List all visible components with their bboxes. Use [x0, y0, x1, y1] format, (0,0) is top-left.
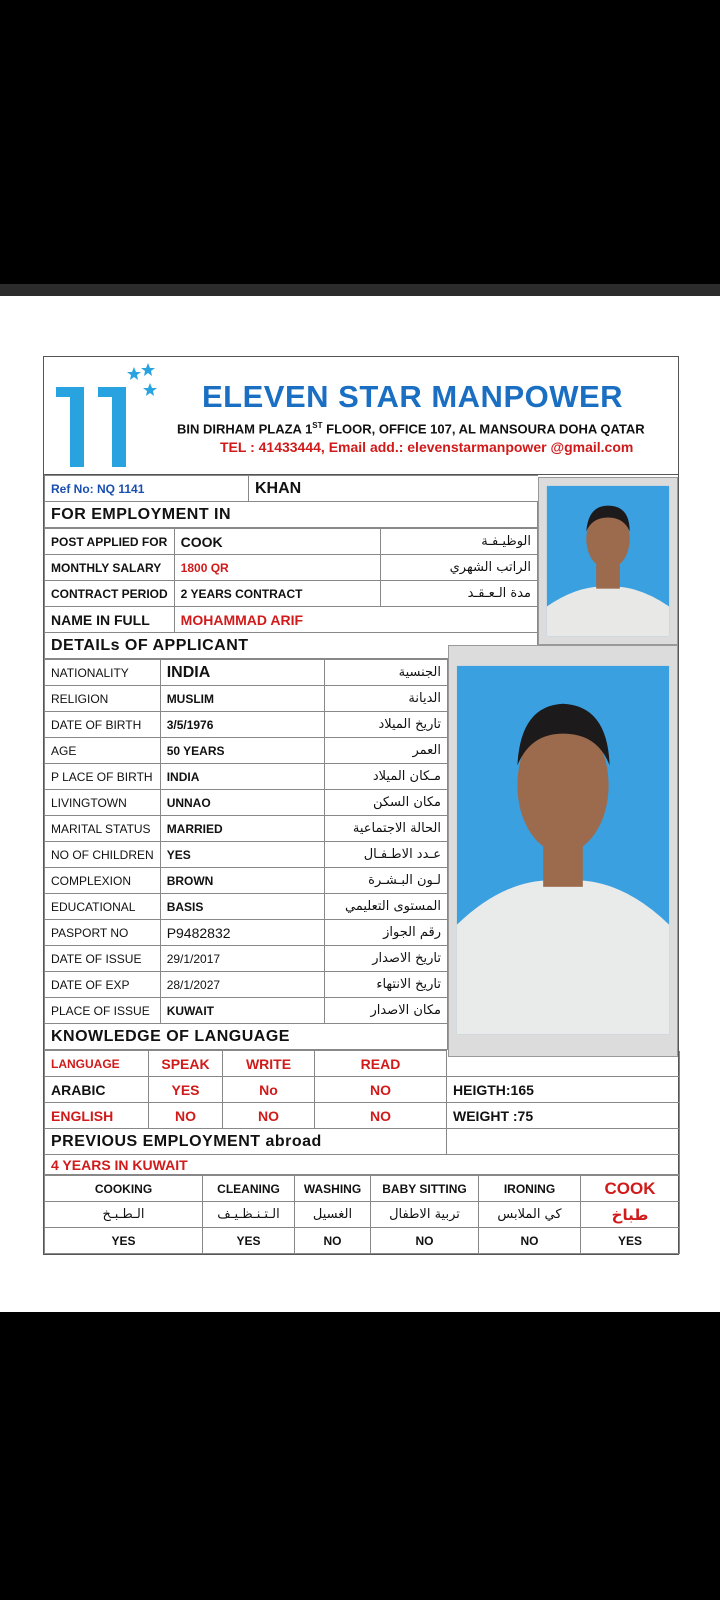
write-header: WRITE — [223, 1051, 315, 1077]
contract-value: 2 YEARS CONTRACT — [174, 581, 380, 607]
eleven-star-logo — [50, 361, 160, 471]
salary-value: 1800 QR — [174, 555, 380, 581]
read-header: READ — [315, 1051, 447, 1077]
language-section-title: KNOWLEDGE OF LANGUAGE — [45, 1024, 448, 1050]
skill-arabic: تربية الاطفال — [371, 1202, 479, 1228]
post-label: POST APPLIED FOR — [45, 529, 175, 555]
detail-value: KUWAIT — [160, 998, 324, 1024]
post-value: COOK — [174, 529, 380, 555]
detail-label: P LACE OF BIRTH — [45, 764, 161, 790]
lang-write: NO — [223, 1103, 315, 1129]
top-strip — [0, 284, 720, 296]
skill-value: NO — [371, 1228, 479, 1254]
detail-arabic: لـون البـشـرة — [324, 868, 447, 894]
skill-header: IRONING — [479, 1176, 581, 1202]
detail-arabic: المستوى التعليمي — [324, 894, 447, 920]
applicant-section-title: DETAILs OF APPLICANT — [45, 633, 538, 659]
detail-arabic: تاريخ الاصدار — [324, 946, 447, 972]
application-form — [43, 356, 679, 1255]
detail-label: PLACE OF ISSUE — [45, 998, 161, 1024]
detail-value: BROWN — [160, 868, 324, 894]
detail-value: UNNAO — [160, 790, 324, 816]
detail-label: DATE OF EXP — [45, 972, 161, 998]
lang-read: NO — [315, 1103, 447, 1129]
detail-value: INDIA — [160, 660, 324, 686]
skill-value: YES — [581, 1228, 680, 1254]
skills-table — [44, 1175, 680, 1254]
lang-speak: NO — [149, 1103, 223, 1129]
lang-name: ARABIC — [45, 1077, 149, 1103]
skill-header: COOK — [581, 1176, 680, 1202]
bottom-black-bar — [0, 1312, 720, 1600]
surname: KHAN — [249, 476, 538, 502]
skill-value: YES — [45, 1228, 203, 1254]
weight-value: WEIGHT :75 — [447, 1103, 680, 1129]
ref-number: Ref No: NQ 1141 — [45, 476, 249, 502]
detail-arabic: العمر — [324, 738, 447, 764]
company-header — [44, 357, 678, 475]
contract-arabic: مدة الـعـقـد — [380, 581, 537, 607]
detail-value: 50 YEARS — [160, 738, 324, 764]
previous-experience: 4 YEARS IN KUWAIT — [45, 1155, 680, 1175]
post-arabic: الوظيـفـة — [380, 529, 537, 555]
language-table — [44, 1050, 680, 1175]
document-page — [0, 296, 720, 1312]
detail-arabic: مـكان الميلاد — [324, 764, 447, 790]
detail-value: 29/1/2017 — [160, 946, 324, 972]
detail-label: RELIGION — [45, 686, 161, 712]
company-name: ELEVEN STAR MANPOWER — [202, 379, 624, 414]
detail-label: NATIONALITY — [45, 660, 161, 686]
detail-arabic: تاريخ الميلاد — [324, 712, 447, 738]
detail-arabic: الديانة — [324, 686, 447, 712]
skill-arabic: الـطـبـخ — [45, 1202, 203, 1228]
detail-label: LIVINGTOWN — [45, 790, 161, 816]
detail-value: BASIS — [160, 894, 324, 920]
employment-table — [44, 475, 538, 528]
skill-arabic: كي الملابس — [479, 1202, 581, 1228]
detail-value: MARRIED — [160, 816, 324, 842]
salary-arabic: الراتب الشهري — [380, 555, 537, 581]
lang-header: LANGUAGE — [45, 1051, 149, 1077]
prev-spacer — [447, 1129, 680, 1155]
fullname-value: MOHAMMAD ARIF — [174, 607, 537, 633]
lang-speak: YES — [149, 1077, 223, 1103]
three-stars-icon — [127, 363, 157, 396]
detail-arabic: رقم الجواز — [324, 920, 447, 946]
skill-arabic: طباخ — [581, 1202, 680, 1228]
skill-value: NO — [479, 1228, 581, 1254]
skill-header: CLEANING — [203, 1176, 295, 1202]
detail-value: P9482832 — [160, 920, 324, 946]
detail-label: DATE OF BIRTH — [45, 712, 161, 738]
detail-value: MUSLIM — [160, 686, 324, 712]
skill-arabic: الغسيل — [295, 1202, 371, 1228]
contract-label: CONTRACT PERIOD — [45, 581, 175, 607]
previous-section-title: PREVIOUS EMPLOYMENT abroad — [45, 1129, 447, 1155]
detail-value: YES — [160, 842, 324, 868]
fullname-label: NAME IN FULL — [45, 607, 175, 633]
company-address: BIN DIRHAM PLAZA 1ST FLOOR, OFFICE 107, AL MANSOURA DOHA QATAR — [177, 421, 645, 437]
height-value: HEIGTH:165 — [447, 1077, 680, 1103]
detail-value: 3/5/1976 — [160, 712, 324, 738]
detail-value: INDIA — [160, 764, 324, 790]
skill-header: WASHING — [295, 1176, 371, 1202]
salary-label: MONTHLY SALARY — [45, 555, 175, 581]
employment-details — [44, 528, 538, 659]
detail-label: DATE OF ISSUE — [45, 946, 161, 972]
detail-label: MARITAL STATUS — [45, 816, 161, 842]
speak-header: SPEAK — [149, 1051, 223, 1077]
detail-arabic: الجنسية — [324, 660, 447, 686]
detail-label: PASPORT NO — [45, 920, 161, 946]
skill-value: NO — [295, 1228, 371, 1254]
applicant-photo-small — [538, 477, 678, 645]
detail-arabic: الحالة الاجتماعية — [324, 816, 447, 842]
detail-label: AGE — [45, 738, 161, 764]
detail-label: NO OF CHILDREN — [45, 842, 161, 868]
applicant-table — [44, 659, 448, 1050]
lang-read: NO — [315, 1077, 447, 1103]
skill-value: YES — [203, 1228, 295, 1254]
detail-arabic: مكان الاصدار — [324, 998, 447, 1024]
applicant-photo-large — [448, 645, 678, 1057]
lang-name: ENGLISH — [45, 1103, 149, 1129]
lang-write: No — [223, 1077, 315, 1103]
employment-section-title: FOR EMPLOYMENT IN — [45, 502, 538, 528]
detail-arabic: مكان السكن — [324, 790, 447, 816]
skill-header: BABY SITTING — [371, 1176, 479, 1202]
company-contact: TEL : 41433444, Email add.: elevenstarmanpower @gmail.com — [220, 439, 634, 455]
detail-arabic: عـدد الاطـفـال — [324, 842, 447, 868]
detail-value: 28/1/2027 — [160, 972, 324, 998]
detail-arabic: تاريخ الانتهاء — [324, 972, 447, 998]
detail-label: COMPLEXION — [45, 868, 161, 894]
top-black-bar — [0, 0, 720, 290]
detail-label: EDUCATIONAL — [45, 894, 161, 920]
skill-arabic: الـتـنـظـيـف — [203, 1202, 295, 1228]
skill-header: COOKING — [45, 1176, 203, 1202]
